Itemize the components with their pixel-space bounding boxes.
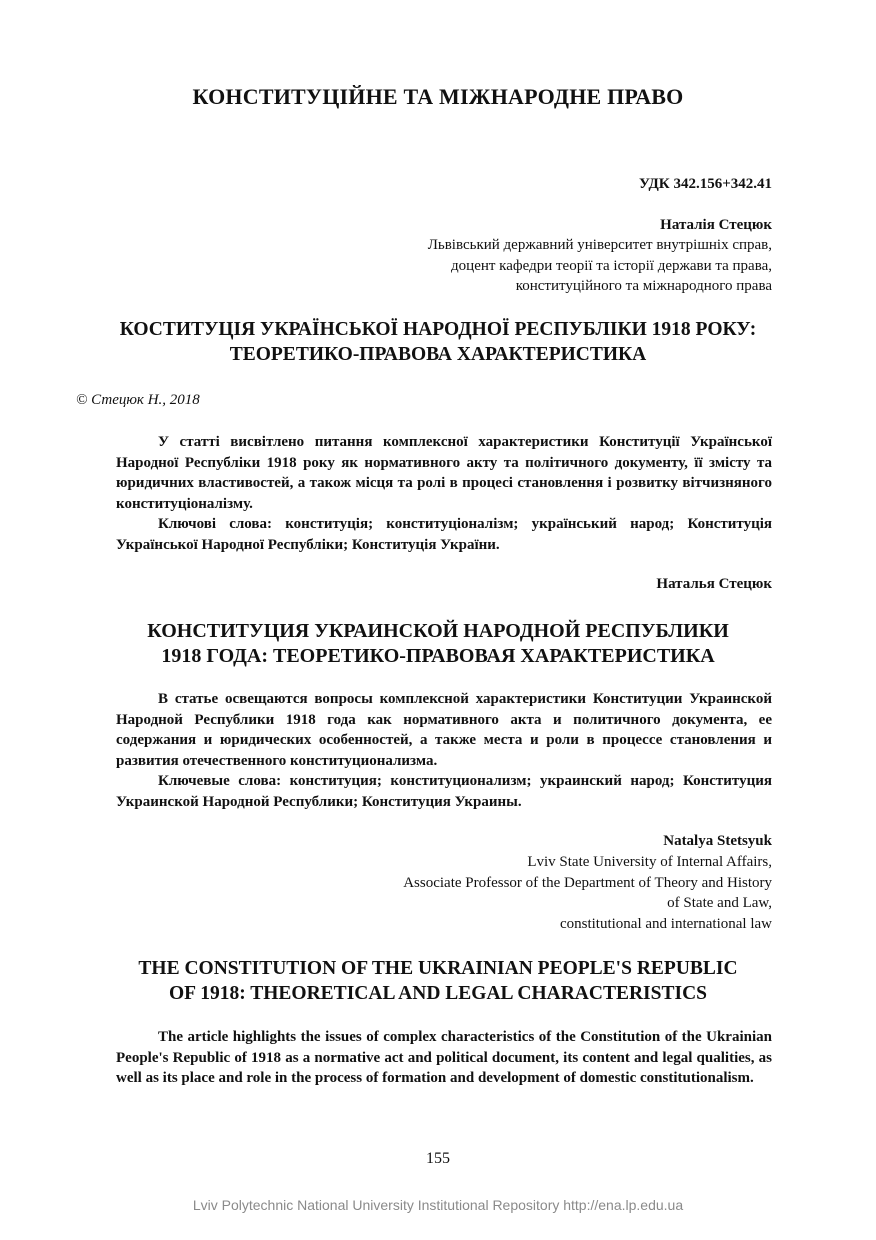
author-affiliation-en <box>403 852 772 934</box>
article-title-en <box>60 956 816 1006</box>
abstract-en <box>116 1027 772 1089</box>
abstract-text: У статті висвітлено питання комплексної характеристики Конституції Української Народної Республіки 1918 року як нормативного акту та політичного документу, її змісту та юридичних властивостей, а також місця та ролі в процесі становлення і розвитку вітчизняного конституціоналізму. <box>116 434 772 512</box>
affiliation-line: Львівський державний університет внутрішніх справ, <box>427 237 772 253</box>
abstract-uk <box>116 432 772 555</box>
section-title: КОНСТИТУЦІЙНЕ ТА МІЖНАРОДНЕ ПРАВО <box>192 84 684 109</box>
title-line: КОНСТИТУЦИЯ УКРАИНСКОЙ НАРОДНОЙ РЕСПУБЛИКИ <box>147 620 729 642</box>
title-line: 1918 ГОДА: ТЕОРЕТИКО-ПРАВОВАЯ ХАРАКТЕРИСТИКА <box>161 645 715 667</box>
abstract-text: В статье освещаются вопросы комплексной характеристики Конституции Украинской Народной Республики 1918 года как нормативного акта и политичного документа, ее содержания и юридических особенностей, а также места и роли в процессе становления и развития отечественного конституционализма. <box>116 691 772 769</box>
udk-code: УДК 342.156+342.41 <box>639 176 772 192</box>
copyright-notice: © Стецюк Н., 2018 <box>76 392 200 408</box>
title-line: THE CONSTITUTION OF THE UKRAINIAN PEOPLE'S REPUBLIC <box>138 958 738 979</box>
keywords: Ключевые слова: конституция; конституционализм; украинский народ; Конституция Украинской Народной Республики; Конституция Украины. <box>116 773 772 810</box>
affiliation-line: конституційного та міжнародного права <box>515 278 772 294</box>
author-name-ru: Наталья Стецюк <box>656 576 772 592</box>
affiliation-line: Associate Professor of the Department of Theory and History <box>403 874 772 891</box>
affiliation-line: Lviv State University of Internal Affairs, <box>527 854 772 870</box>
repository-footer: Lviv Polytechnic National University Institutional Repository http://ena.lp.edu.ua <box>192 1197 684 1213</box>
title-line: ТЕОРЕТИКО-ПРАВОВА ХАРАКТЕРИСТИКА <box>229 344 647 365</box>
abstract-text: The article highlights the issues of complex characteristics of the Constitution of the Ukrainian People's Republic of 1918 as a normative act and political document, its content and legal qualities, as well as its place and role in the process of formation and development of domestic constitutionalism. <box>116 1029 772 1086</box>
author-name-uk: Наталія Стецюк <box>660 217 772 233</box>
article-title-uk <box>60 317 816 367</box>
author-name-en: Natalya Stetsyuk <box>663 833 772 849</box>
affiliation-line: constitutional and international law <box>559 915 772 932</box>
affiliation-line: доцент кафедри теорії та історії держави та права, <box>451 257 772 274</box>
page-number: 155 <box>426 1150 450 1167</box>
article-title-ru <box>60 619 816 669</box>
abstract-ru <box>116 689 772 812</box>
title-line: OF 1918: THEORETICAL AND LEGAL CHARACTERISTICS <box>169 983 707 1004</box>
author-affiliation-uk <box>428 235 772 297</box>
title-line: КОСТИТУЦІЯ УКРАЇНСЬКОЇ НАРОДНОЇ РЕСПУБЛІКИ 1918 РОКУ: <box>119 319 757 340</box>
keywords: Ключові слова: конституція; конституціоналізм; український народ; Конституція Української Народної Республіки; Конституція України. <box>116 516 772 553</box>
affiliation-line: of State and Law, <box>667 895 772 911</box>
